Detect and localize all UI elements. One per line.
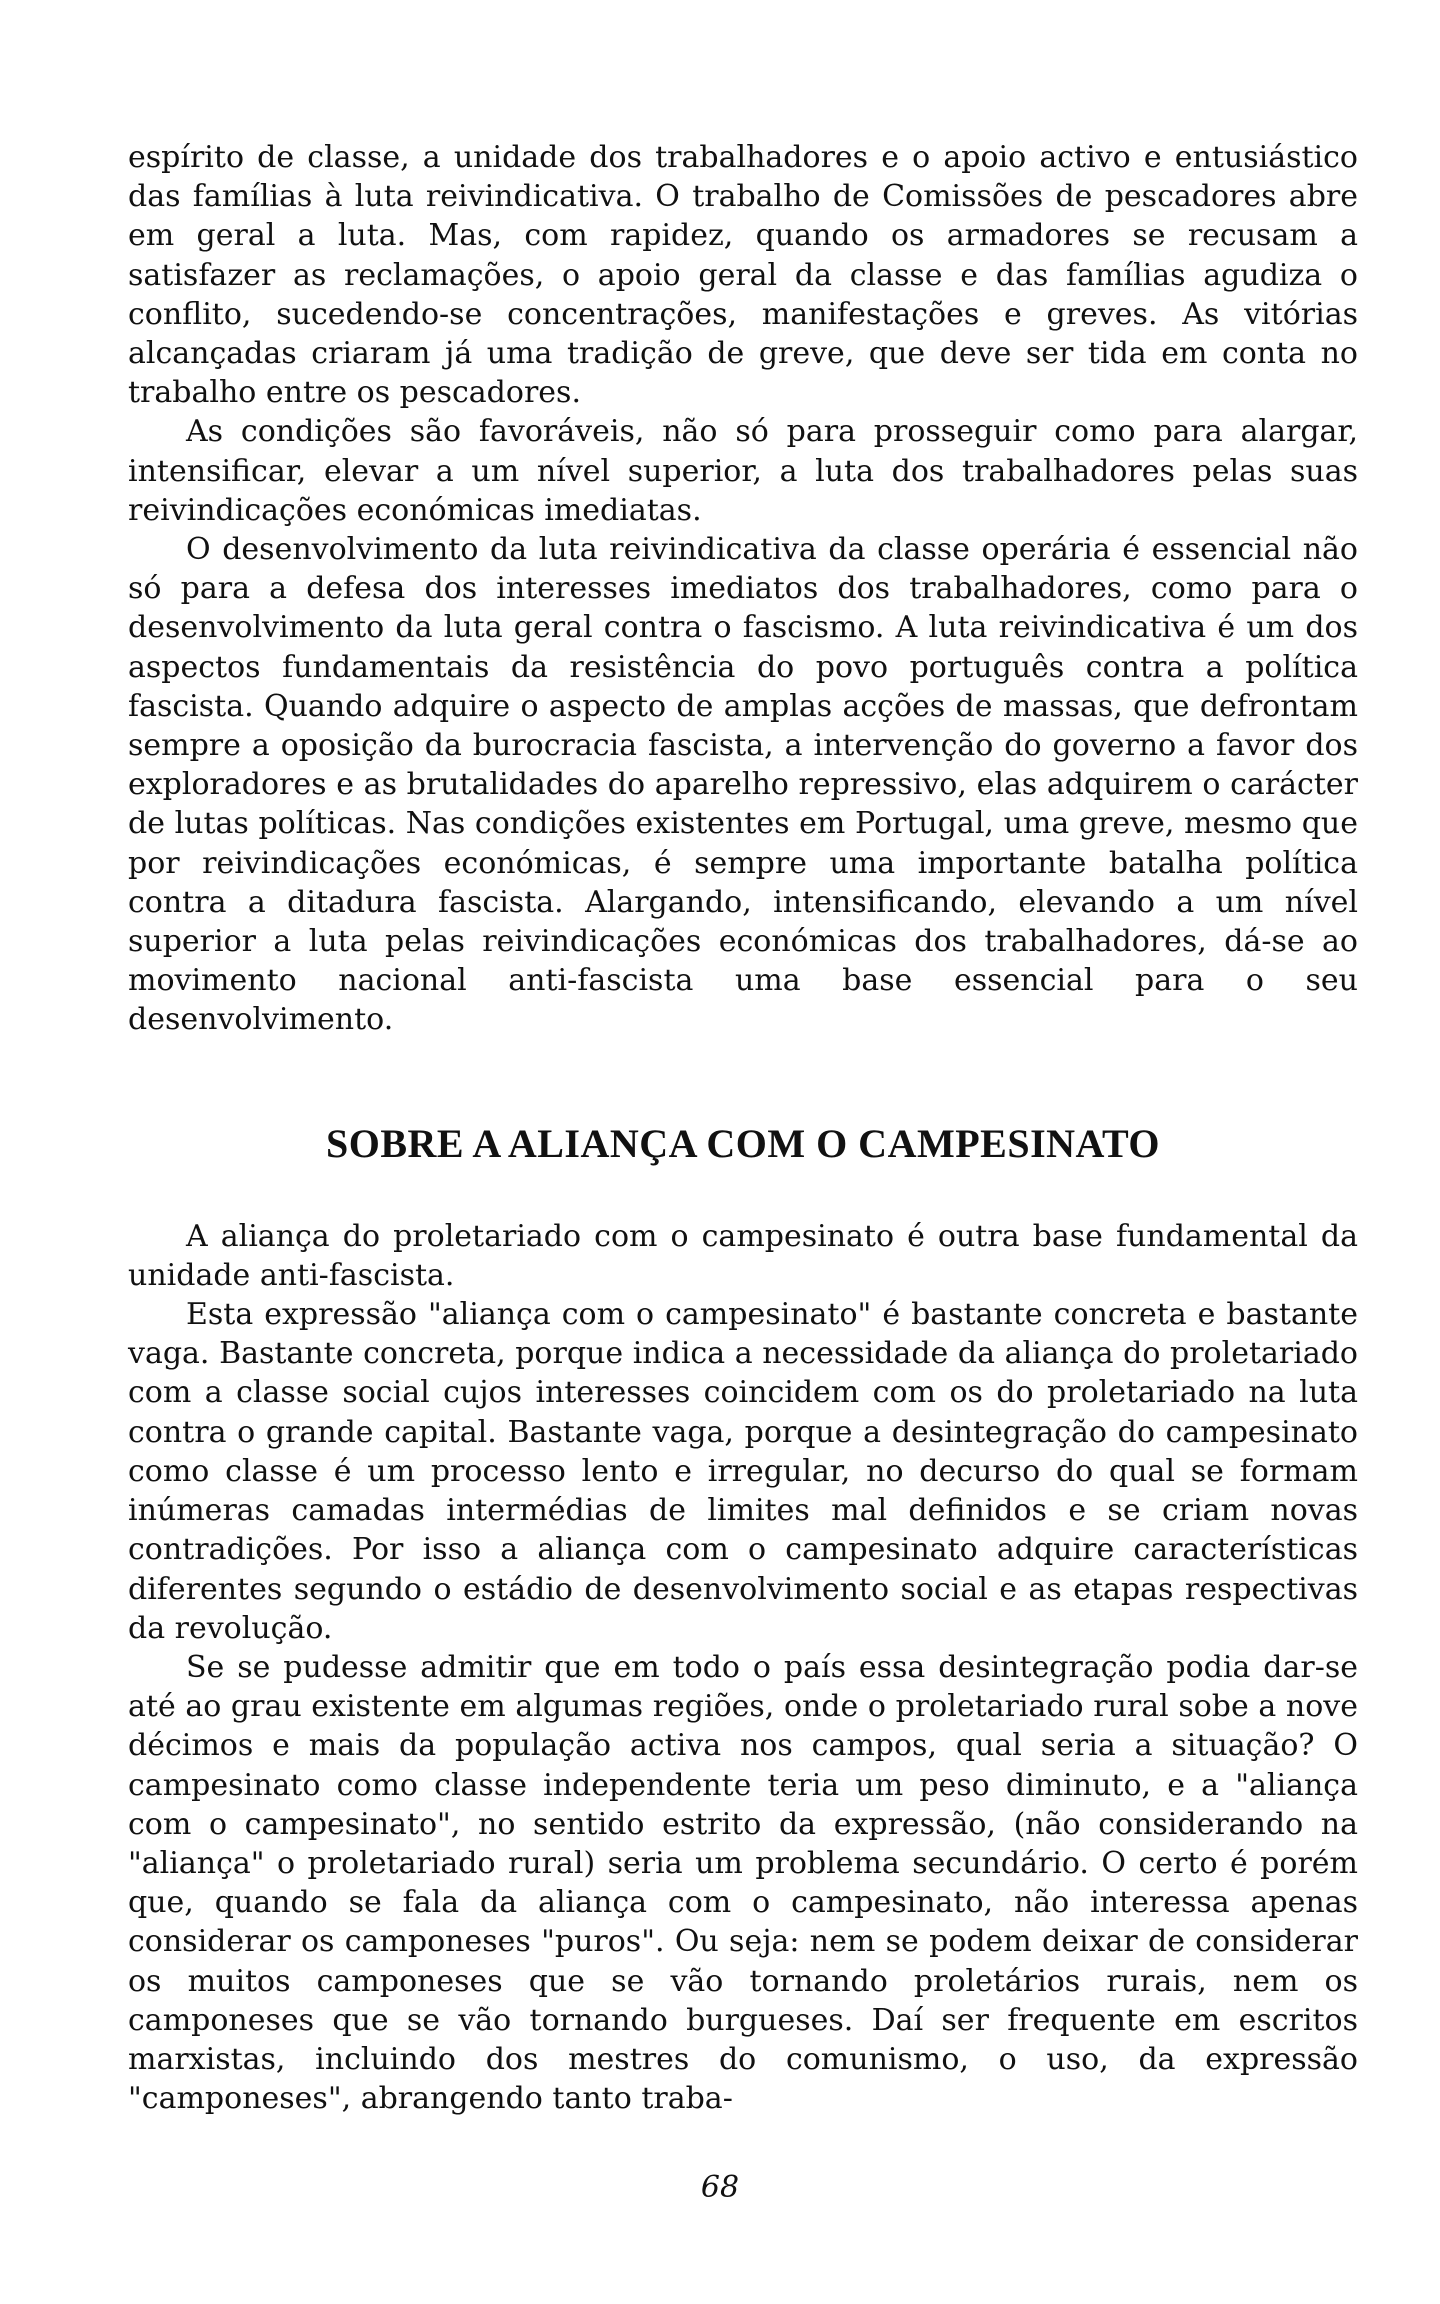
paragraph: As condições são favoráveis, não só para prosseguir como para alargar, intensificar, elevar a um nível superior, a luta dos trabalhadores pelas suas reivindicações económicas imediatas. (128, 414, 1358, 528)
page-number: 68 (700, 2170, 740, 2205)
paragraph: A aliança do proletariado com o campesinato é outra base fundamental da unidade anti-fascista. (128, 1218, 1358, 1293)
paragraph: O desenvolvimento da luta reivindicativa da classe operária é essencial não só para a defesa dos interesses imediatos dos trabalhadores, como para o desenvolvimento da luta geral contra o fascismo. A luta reivindicativa é um dos aspectos fundamentais da resistência do povo português contra a política fascista. Quando adquire o aspecto de amplas acções de massas, que defrontam sempre a oposição da burocracia fascista, a intervenção do governo a favor dos exploradores e as brutalidades do aparelho repressivo, elas adquirem o carácter de lutas políticas. Nas condições existentes em Portugal, uma greve, mesmo que por reivindicações económicas, é sempre uma importante batalha política contra a ditadura fascista. Alargando, intensificando, elevando a um nível superior a luta pelas reivindicações económicas dos trabalhadores, dá-se ao movimento nacional anti-fascista uma base essencial para o seu desenvolvimento. (128, 532, 1358, 1038)
section-heading: SOBRE A ALIANÇA COM O CAMPESINATO (325, 1120, 1161, 1166)
paragraph: espírito de classe, a unidade dos trabalhadores e o apoio activo e entusiástico das famílias à luta reivindicativa. O trabalho de Comissões de pescadores abre em geral a luta. Mas, com rapidez, quando os armadores se recusam a satisfazer as reclamações, o apoio geral da classe e das famílias agudiza o conflito, sucedendo-se concentrações, manifestações e greves. As vitórias alcançadas criaram já uma tradição de greve, que deve ser tida em conta no trabalho entre os pescadores. (128, 140, 1358, 411)
paragraph: Se se pudesse admitir que em todo o país essa desintegração podia dar-se até ao grau existente em algumas regiões, onde o proletariado rural sobe a nove décimos e mais da população activa nos campos, qual seria a situação? O campesinato como classe independente teria um peso diminuto, e a "aliança com o campesinato", no sentido estrito da expressão, (não considerando na "aliança" o proletariado rural) seria um problema secundário. O certo é porém que, quando se fala da aliança com o campesinato, não interessa apenas considerar os camponeses "puros". Ou seja: nem se podem deixar de considerar os muitos camponeses que se vão tornando proletários rurais, nem os camponeses que se vão tornando burgueses. Daí ser frequente em escritos marxistas, incluindo dos mestres do comunismo, o uso, da expressão "camponeses", abrangendo tanto traba- (128, 1649, 1358, 2117)
paragraph: Esta expressão "aliança com o campesinato" é bastante concreta e bastante vaga. Bastante concreta, porque indica a necessidade da aliança do proletariado com a classe social cujos interesses coincidem com os do proletariado na luta contra o grande capital. Bastante vaga, porque a desintegração do campesinato como classe é um processo lento e irregular, no decurso do qual se formam inúmeras camadas intermédias de limites mal definidos e se criam novas contradições. Por isso a aliança com o campesinato adquire características diferentes segundo o estádio de desenvolvimento social e as etapas respectivas da revolução. (128, 1297, 1358, 1646)
page-body (128, 138, 1358, 2118)
